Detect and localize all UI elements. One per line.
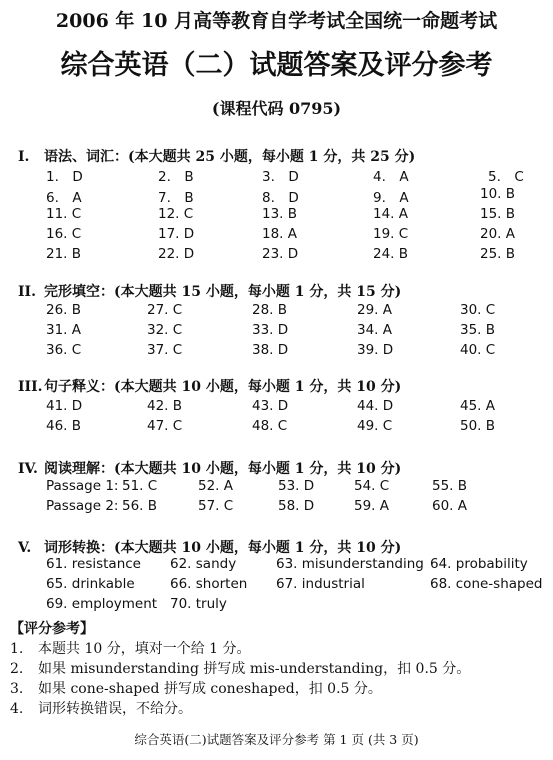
- answer-item: 47. C: [147, 418, 183, 434]
- answer-item: 8. D: [262, 190, 299, 206]
- section-number: II.: [18, 284, 36, 300]
- answer-item: 44. D: [357, 398, 394, 414]
- note-number: 1.: [10, 641, 24, 657]
- answer-item: 63. misunderstanding: [276, 556, 424, 572]
- answer-row: [0, 165, 553, 185]
- answer-item: 7. B: [158, 190, 194, 206]
- document-title: 综合英语（二）试题答案及评分参考: [60, 50, 493, 81]
- answer-item: 46. B: [46, 418, 82, 434]
- note-text: 如果 misunderstanding 拼写成 mis-understanding，扣 0.5 分。: [38, 661, 471, 677]
- answer-item: 23. D: [262, 246, 299, 262]
- answer-row: [0, 498, 553, 518]
- answer-row: [0, 556, 553, 576]
- answer-item: 43. D: [252, 398, 289, 414]
- section-number: III.: [18, 379, 43, 395]
- answer-item: 38. D: [252, 342, 289, 358]
- answer-item: 59. A: [354, 498, 389, 514]
- section-number: IV.: [18, 461, 38, 477]
- answer-item: 52. A: [198, 478, 233, 494]
- answer-row: [0, 596, 553, 616]
- answer-item: 6. A: [46, 190, 82, 206]
- answer-item: 16. C: [46, 226, 82, 242]
- answer-item: 39. D: [357, 342, 394, 358]
- answer-item: 57. C: [198, 498, 234, 514]
- answer-item: 4. A: [373, 169, 409, 185]
- section-title: [18, 537, 401, 557]
- section-title: [18, 458, 401, 478]
- answer-row: [0, 418, 553, 438]
- answer-item: 32. C: [147, 322, 183, 338]
- answer-row: [0, 342, 553, 362]
- answer-item: 2. B: [158, 169, 194, 185]
- answer-item: 1. D: [46, 169, 83, 185]
- answer-item: 36. C: [46, 342, 82, 358]
- answer-item: 31. A: [46, 322, 81, 338]
- answer-item: 24. B: [373, 246, 409, 262]
- scoring-notes-title: 【评分参考】: [10, 621, 94, 637]
- scoring-note: [10, 638, 251, 658]
- passage-label: Passage 2:: [46, 498, 119, 514]
- note-number: 3.: [10, 681, 24, 697]
- answer-item: 69. employment: [46, 596, 158, 612]
- note-text: 如果 cone-shaped 拼写成 coneshaped，扣 0.5 分。: [38, 681, 382, 697]
- answer-item: 51. C: [122, 478, 158, 494]
- answer-item: 15. B: [480, 206, 516, 222]
- answer-item: 53. D: [278, 478, 315, 494]
- passage-label: Passage 1:: [46, 478, 119, 494]
- answer-row: [0, 186, 553, 206]
- answer-item: 21. B: [46, 246, 82, 262]
- answer-row: [0, 576, 553, 596]
- answer-item: 55. B: [432, 478, 468, 494]
- answer-item: 34. A: [357, 322, 392, 338]
- answer-item: 60. A: [432, 498, 467, 514]
- answer-item: 33. D: [252, 322, 289, 338]
- answer-item: 20. A: [480, 226, 515, 242]
- answer-item: 65. drinkable: [46, 576, 135, 592]
- answer-item: 19. C: [373, 226, 409, 242]
- answer-item: 26. B: [46, 302, 82, 318]
- answer-item: 48. C: [252, 418, 288, 434]
- answer-item: 66. shorten: [170, 576, 248, 592]
- answer-item: 50. B: [460, 418, 496, 434]
- section-heading: 词形转换：(本大题共 10 小题，每小题 1 分，共 10 分): [44, 540, 402, 556]
- answer-row: [0, 246, 553, 266]
- answer-item: 29. A: [357, 302, 392, 318]
- answer-item: 62. sandy: [170, 556, 237, 572]
- page-footer: 综合英语(二)试题答案及评分参考 第 1 页 (共 3 页): [134, 732, 419, 747]
- answer-item: 5. C: [488, 169, 524, 185]
- note-text: 词形转换错误，不给分。: [38, 701, 192, 717]
- answer-row: [0, 206, 553, 226]
- answer-item: 13. B: [262, 206, 298, 222]
- answer-item: 41. D: [46, 398, 83, 414]
- answer-item: 22. D: [158, 246, 195, 262]
- answer-item: 28. B: [252, 302, 288, 318]
- section-heading: 完形填空：(本大题共 15 小题，每小题 1 分，共 15 分): [44, 284, 402, 300]
- scoring-note: [10, 678, 382, 698]
- answer-item: 40. C: [460, 342, 496, 358]
- answer-item: 70. truly: [170, 596, 227, 612]
- section-heading: 句子释义：(本大题共 10 小题，每小题 1 分，共 10 分): [44, 379, 402, 395]
- note-number: 4.: [10, 701, 24, 717]
- answer-item: 27. C: [147, 302, 183, 318]
- answer-item: 67. industrial: [276, 576, 365, 592]
- answer-item: 42. B: [147, 398, 183, 414]
- scoring-note: [10, 698, 192, 718]
- section-heading: 语法、词汇：(本大题共 25 小题，每小题 1 分，共 25 分): [44, 149, 416, 165]
- answer-item: 30. C: [460, 302, 496, 318]
- scoring-note: [10, 658, 470, 678]
- answer-item: 17. D: [158, 226, 195, 242]
- section-number: I.: [18, 149, 30, 165]
- note-text: 本题共 10 分，填对一个给 1 分。: [38, 641, 251, 657]
- answer-item: 25. B: [480, 246, 516, 262]
- answer-row: [0, 302, 553, 322]
- answer-row: [0, 226, 553, 246]
- note-number: 2.: [10, 661, 24, 677]
- section-heading: 阅读理解：(本大题共 10 小题，每小题 1 分，共 10 分): [44, 461, 402, 477]
- answer-item: 56. B: [122, 498, 158, 514]
- course-code: (课程代码 0795): [211, 99, 342, 118]
- answer-item: 3. D: [262, 169, 299, 185]
- section-title: [18, 376, 401, 396]
- answer-item: 61. resistance: [46, 556, 141, 572]
- section-title: [18, 281, 401, 301]
- answer-item: 68. cone-shaped: [430, 576, 543, 592]
- answer-item: 58. D: [278, 498, 315, 514]
- answer-item: 11. C: [46, 206, 82, 222]
- answer-item: 54. C: [354, 478, 390, 494]
- section-number: V.: [18, 540, 32, 556]
- answer-item: 45. A: [460, 398, 495, 414]
- answer-item: 10. B: [480, 186, 516, 202]
- answer-item: 37. C: [147, 342, 183, 358]
- answer-item: 49. C: [357, 418, 393, 434]
- answer-item: 35. B: [460, 322, 496, 338]
- answer-item: 9. A: [373, 190, 409, 206]
- answer-item: 18. A: [262, 226, 297, 242]
- answer-row: [0, 478, 553, 498]
- answer-item: 14. A: [373, 206, 408, 222]
- section-title: [18, 146, 415, 166]
- answer-item: 12. C: [158, 206, 194, 222]
- exam-header-line: 2006 年 10 月高等教育自学考试全国统一命题考试: [55, 10, 498, 32]
- answer-item: 64. probability: [430, 556, 528, 572]
- answer-row: [0, 322, 553, 342]
- answer-row: [0, 398, 553, 418]
